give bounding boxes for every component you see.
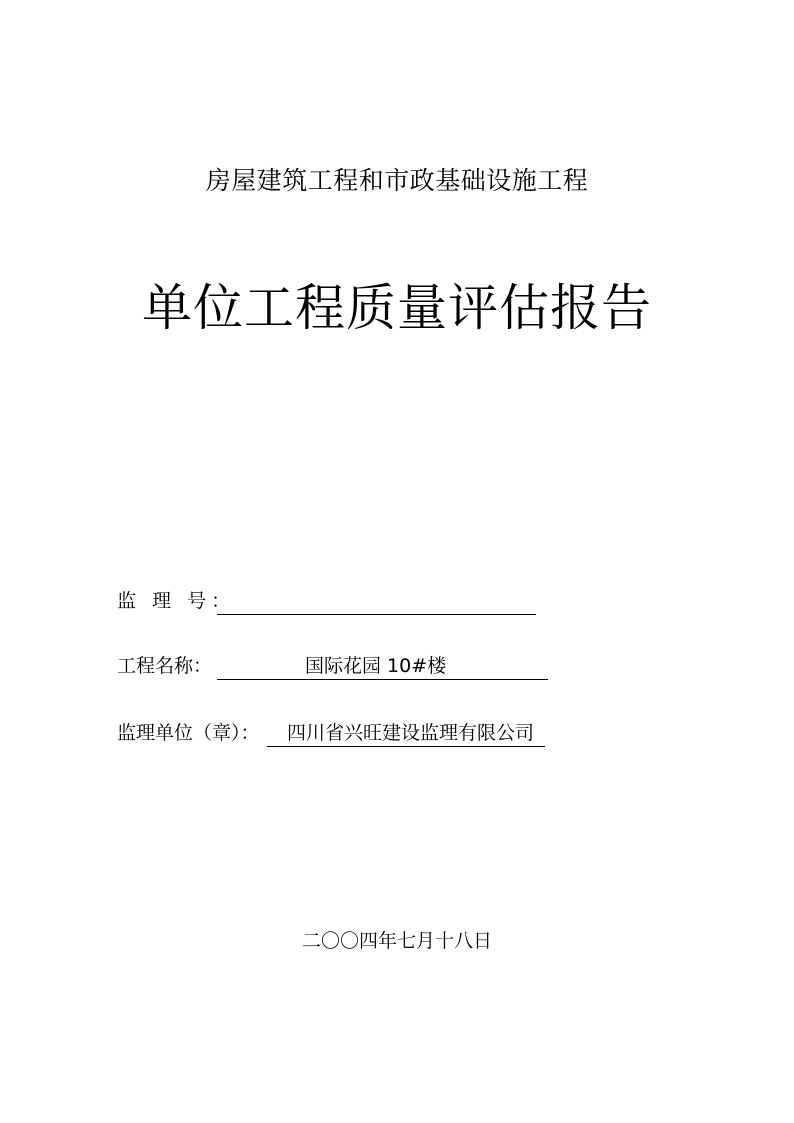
supervision-number-underline — [217, 588, 536, 615]
supervision-unit-value: 四川省兴旺建设监理有限公司 — [287, 722, 535, 744]
document-subtitle: 房屋建筑工程和市政基础设施工程 — [205, 166, 589, 195]
report-date: 二〇〇四年七月十八日 — [301, 930, 492, 952]
supervision-number-label: 监 理 号： — [117, 590, 236, 612]
project-name-label: 工程名称： — [117, 655, 213, 677]
supervision-unit-label: 监理单位（章）： — [117, 722, 260, 744]
document-title: 单位工程质量评估报告 — [142, 279, 652, 337]
project-name-value: 国际花园 10#楼 — [305, 655, 447, 677]
